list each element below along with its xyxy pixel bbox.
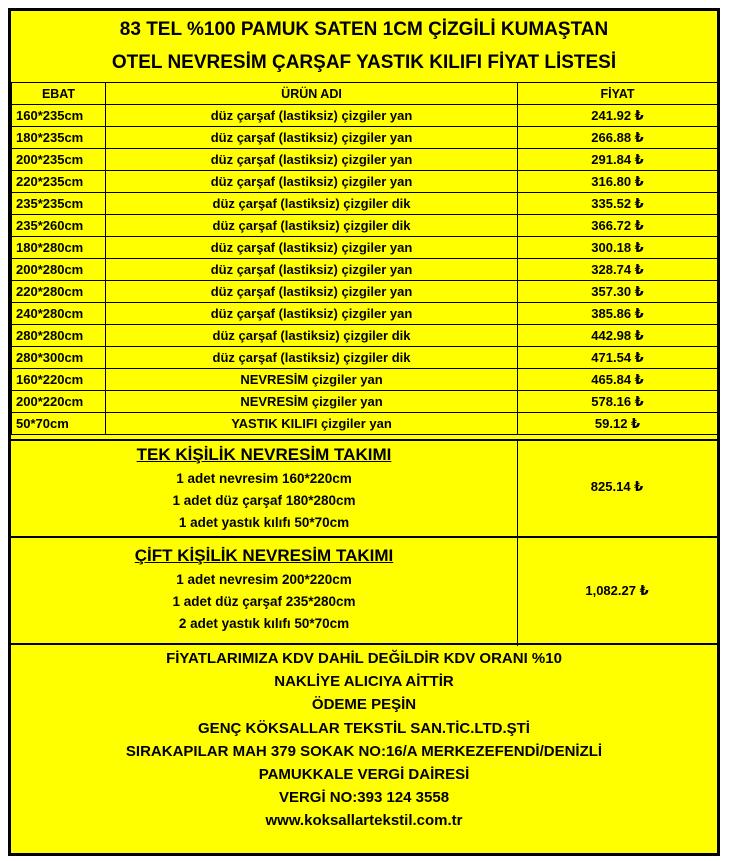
- double-set-item: 1 adet nevresim 200*220cm: [176, 572, 352, 587]
- table-row: [12, 193, 718, 215]
- row-product: düz çarşaf (lastiksiz) çizgiler yan: [106, 105, 518, 127]
- row-price: 357.30 ₺: [518, 281, 718, 303]
- row-price: 328.74 ₺: [518, 259, 718, 281]
- table-row: [12, 391, 718, 413]
- table-header-row: [12, 83, 718, 105]
- row-price: 316.80 ₺: [518, 171, 718, 193]
- row-size: 280*300cm: [12, 347, 106, 369]
- row-price: 442.98 ₺: [518, 325, 718, 347]
- row-product: düz çarşaf (lastiksiz) çizgiler dik: [106, 347, 518, 369]
- row-price: 241.92 ₺: [518, 105, 718, 127]
- footer-shipping-note: NAKLİYE ALICIYA AİTTİR: [274, 673, 454, 691]
- column-header-size: EBAT: [12, 83, 106, 105]
- row-size: 200*280cm: [12, 259, 106, 281]
- table-row: [12, 303, 718, 325]
- row-product: düz çarşaf (lastiksiz) çizgiler yan: [106, 149, 518, 171]
- row-product: düz çarşaf (lastiksiz) çizgiler dik: [106, 193, 518, 215]
- footer-website-link[interactable]: www.koksallartekstil.com.tr: [265, 812, 463, 830]
- row-price: 578.16 ₺: [518, 391, 718, 413]
- row-product: düz çarşaf (lastiksiz) çizgiler dik: [106, 215, 518, 237]
- footer-address: SIRAKAPILAR MAH 379 SOKAK NO:16/A MERKEZEFENDİ/DENİZLİ: [125, 742, 603, 760]
- row-product: düz çarşaf (lastiksiz) çizgiler dik: [106, 325, 518, 347]
- single-set-item: 1 adet yastık kılıfı 50*70cm: [178, 515, 350, 530]
- table-row: [12, 237, 718, 259]
- row-product: NEVRESİM çizgiler yan: [106, 369, 518, 391]
- footer-payment-note: ÖDEME PEŞİN: [311, 696, 417, 714]
- row-size: 220*280cm: [12, 281, 106, 303]
- row-product: düz çarşaf (lastiksiz) çizgiler yan: [106, 303, 518, 325]
- row-price: 300.18 ₺: [518, 237, 718, 259]
- price-list-sheet: [8, 8, 720, 856]
- row-size: 160*235cm: [12, 105, 106, 127]
- table-row: [12, 369, 718, 391]
- row-price: 59.12 ₺: [518, 413, 718, 435]
- title-line-1: 83 TEL %100 PAMUK SATEN 1CM ÇİZGİLİ KUMAŞTAN: [119, 19, 609, 40]
- table-row: [12, 171, 718, 193]
- row-size: 200*220cm: [12, 391, 106, 413]
- row-product: düz çarşaf (lastiksiz) çizgiler yan: [106, 127, 518, 149]
- row-size: 220*235cm: [12, 171, 106, 193]
- table-row: [12, 127, 718, 149]
- double-set-block: [11, 538, 717, 644]
- row-price: 335.52 ₺: [518, 193, 718, 215]
- row-size: 180*235cm: [12, 127, 106, 149]
- table-row: [12, 105, 718, 127]
- row-size: 160*220cm: [12, 369, 106, 391]
- table-row: [12, 215, 718, 237]
- table-row: [12, 149, 718, 171]
- row-price: 291.84 ₺: [518, 149, 718, 171]
- column-header-product: ÜRÜN ADI: [106, 83, 518, 105]
- double-set-title: ÇİFT KİŞİLİK NEVRESİM TAKIMI: [134, 546, 394, 565]
- double-set-price: 1,082.27 ₺: [585, 583, 649, 598]
- row-product: düz çarşaf (lastiksiz) çizgiler yan: [106, 281, 518, 303]
- price-table: [11, 82, 718, 435]
- row-size: 240*280cm: [12, 303, 106, 325]
- row-price: 471.54 ₺: [518, 347, 718, 369]
- single-set-price: 825.14 ₺: [590, 479, 644, 494]
- single-set-item: 1 adet düz çarşaf 180*280cm: [172, 493, 356, 508]
- row-product: düz çarşaf (lastiksiz) çizgiler yan: [106, 259, 518, 281]
- footer-vat-note: FİYATLARIMIZA KDV DAHİL DEĞİLDİR KDV ORANI %10: [166, 650, 562, 667]
- footer-tax-office: PAMUKKALE VERGİ DAİRESİ: [258, 766, 470, 784]
- row-price: 366.72 ₺: [518, 215, 718, 237]
- column-header-price: FİYAT: [518, 83, 718, 105]
- row-size: 235*260cm: [12, 215, 106, 237]
- footer-tax-number: VERGİ NO:393 124 3558: [278, 789, 450, 807]
- row-product: düz çarşaf (lastiksiz) çizgiler yan: [106, 237, 518, 259]
- double-set-item: 1 adet düz çarşaf 235*280cm: [172, 594, 356, 609]
- table-row: [12, 347, 718, 369]
- row-size: 200*235cm: [12, 149, 106, 171]
- double-set-description: [11, 546, 517, 635]
- single-set-description: [11, 445, 517, 534]
- row-price: 266.88 ₺: [518, 127, 718, 149]
- footer-info: [11, 643, 717, 833]
- row-product: düz çarşaf (lastiksiz) çizgiler yan: [106, 171, 518, 193]
- row-size: 280*280cm: [12, 325, 106, 347]
- double-set-item: 2 adet yastık kılıfı 50*70cm: [178, 616, 350, 631]
- row-price: 465.84 ₺: [518, 369, 718, 391]
- row-size: 50*70cm: [12, 413, 106, 435]
- table-row: [12, 281, 718, 303]
- footer-company-name: GENÇ KÖKSALLAR TEKSTİL SAN.TİC.LTD.ŞTİ: [198, 719, 530, 737]
- row-product: YASTIK KILIFI çizgiler yan: [106, 413, 518, 435]
- row-size: 180*280cm: [12, 237, 106, 259]
- table-row: [12, 325, 718, 347]
- single-set-title: TEK KİŞİLİK NEVRESİM TAKIMI: [136, 445, 392, 464]
- single-set-item: 1 adet nevresim 160*220cm: [176, 471, 352, 486]
- row-product: NEVRESİM çizgiler yan: [106, 391, 518, 413]
- title-line-2: OTEL NEVRESİM ÇARŞAF YASTIK KILIFI FİYAT LİSTESİ: [111, 52, 617, 73]
- table-row: [12, 413, 718, 435]
- row-price: 385.86 ₺: [518, 303, 718, 325]
- single-set-block: [11, 439, 717, 537]
- table-row: [12, 259, 718, 281]
- row-size: 235*235cm: [12, 193, 106, 215]
